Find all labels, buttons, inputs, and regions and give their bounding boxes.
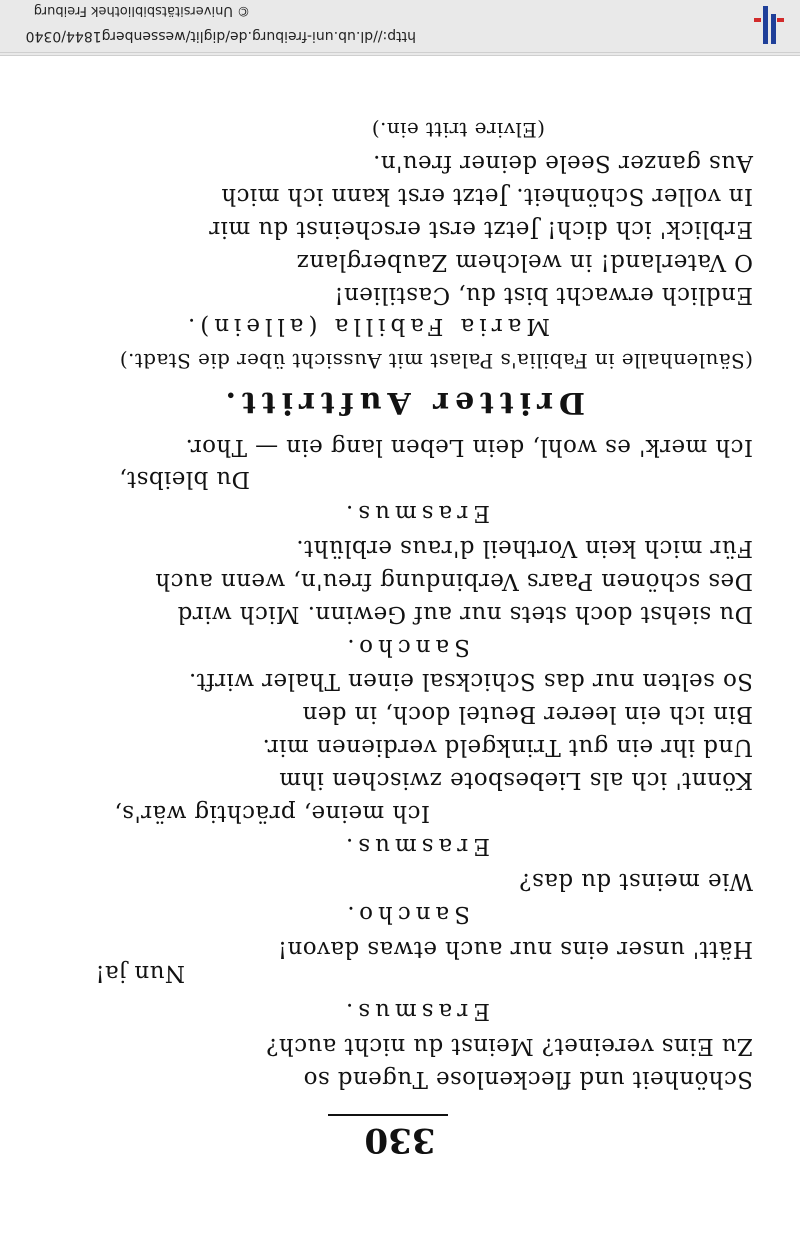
text-line: Könnt' ich als Liebesbote zwischen ihm [278,767,753,793]
text-line: Du siehst doch stets nur auf Gewinn. Mich wird [177,601,753,627]
page-number: 330 [364,1120,436,1160]
text-line: Aus ganzer Seele deiner freu'n. [372,150,753,176]
text-line: Bin ich ein leerer Beutel doch, in den [302,701,753,727]
university-logo-icon[interactable] [746,4,792,46]
text-line: Zu Eins vereinet? Meinst du nicht auch? [265,1033,753,1059]
text-line: Wie meinst du das? [518,868,753,894]
stage-direction: (Säulenhalle in Fabilia's Palast mit Aussicht über die Stadt.) [119,349,753,373]
text-line: Ich meine, prächtig wär's, [114,800,430,826]
speaker-name: Sancho. [342,901,470,927]
page-url-link[interactable]: http://dl.ub.uni-freiburg.de/diglit/wessenberg1844/0340 [25,28,416,44]
text-line: Endlich erwacht bist du, Castilien! [334,282,753,308]
text-line: Schönheit und fleckenlose Tugend so [303,1066,753,1092]
copyright-text: © Universitätsbibliothek Freiburg [33,3,250,18]
text-line: So selten nur das Schicksal einen Thaler wirft. [188,668,753,694]
text-line: O Vaterland! in welchem Zauberglanz [296,249,753,275]
text-line: Hätt' unser eins nur auch etwas davon! [277,936,753,962]
text-line: In voller Schönheit. Jetzt erst kann ich mich [221,183,753,209]
text-line: Und ihr ein gut Trinkgeld verdienen mir. [262,734,753,760]
text-line: Nun ja! [95,960,185,986]
speaker-name: Sancho. [342,634,470,660]
speaker-name: Maria Fabilla (allein). [182,313,550,339]
speaker-name: Erasmus. [340,998,490,1024]
speaker-name: Erasmus. [340,500,490,526]
scanned-page [0,56,800,1252]
text-line: Erblick' ich dich! Jetzt erst erscheinst du mir [208,216,753,242]
stage-direction: (Elvire tritt ein.) [371,118,545,142]
poem-text [0,56,800,1252]
text-line: Ich merk' es wohl, dein Leben lang ein — Thor. [185,434,753,460]
scene-heading: Dritter Auftritt. [219,385,585,420]
header-bar [0,0,800,53]
text-line: Für mich kein Vortheil d'raus erblüht. [295,535,753,561]
text-line: Du bleibst, [118,466,250,492]
text-line: Des schönen Paars Verbindung freu'n, wenn auch [155,568,753,594]
speaker-name: Erasmus. [340,833,490,859]
